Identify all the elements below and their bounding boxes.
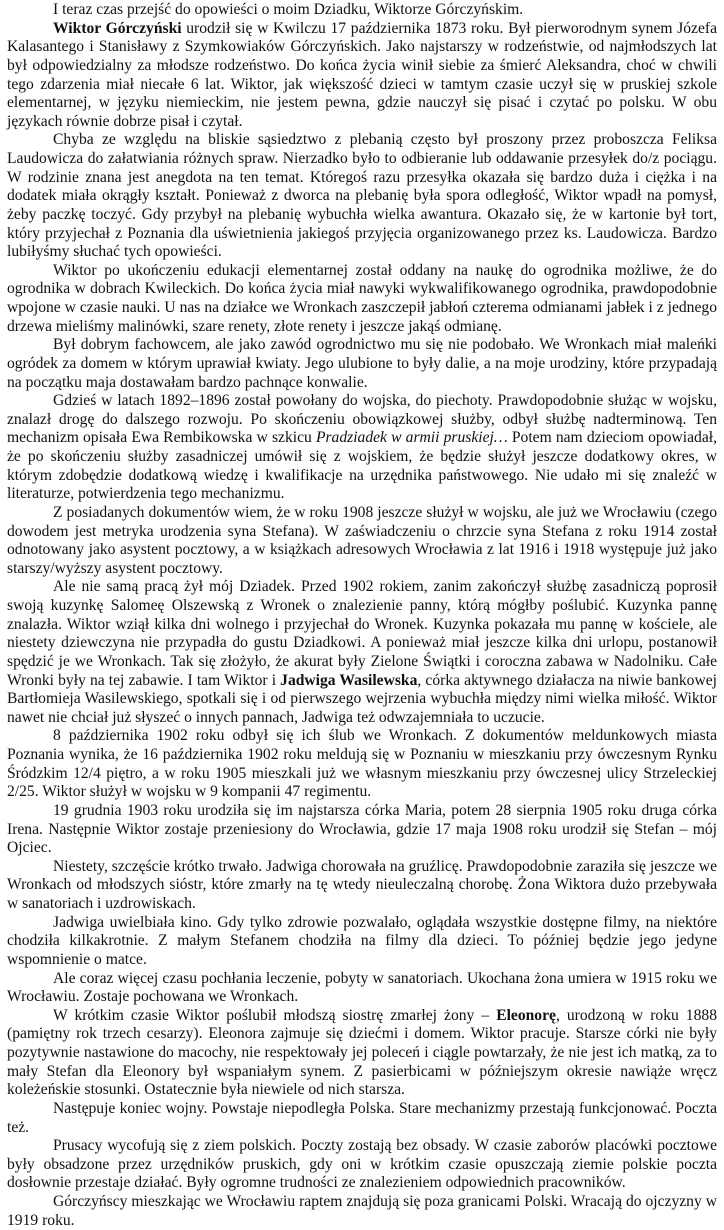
person-name-wiktor: Wiktor Górczyński xyxy=(53,19,182,37)
paragraph-return xyxy=(7,1193,717,1230)
text-segment: Ale coraz więcej czasu pochłania leczenie, pobyty w sanatoriach. Ukochana żona umiera w 1915 roku we Wrocławiu. Zostaje pochowana we Wronkach. xyxy=(7,969,717,1006)
text-segment: W krótkim czasie Wiktor poślubił młodszą siostrę zmarłej żony – xyxy=(53,1006,497,1024)
text-segment: Był dobrym fachowcem, ale jako zawód ogrodnictwo mu się nie podobało. We Wronkach miał maleńki ogródek za domem w którym uprawiał kwiaty. Jego ulubione to były dalie, a na moje urodziny, które przypadają na początku maja dostawałam bardzo pachnące konwalie. xyxy=(7,336,717,391)
text-segment: I teraz czas przejść do opowieści o moim Dziadku, Wiktorze Górczyńskim. xyxy=(53,1,524,18)
paragraph-military xyxy=(7,392,717,504)
paragraph-war-end xyxy=(7,1100,717,1137)
paragraph-cinema xyxy=(7,914,717,970)
text-segment: 19 grudnia 1903 roku urodziła się im najstarsza córka Maria, potem 28 sierpnia 1905 roku druga córka Irena. Następnie Wiktor zostaje przeniesiony do Wrocławia, gdzie 17 maja 1908 roku urodził się Stefan – mój Ojciec. xyxy=(7,801,717,857)
paragraph-gardener xyxy=(7,262,717,337)
text-segment: Wiktor po ukończeniu edukacji elementarnej został oddany na naukę do ogrodnika możliwe, że do ogrodnika w dobrach Kwileckich. Do końca życia miał nawyki wykwalifikowanego ogrodnika, prawdopodobnie wpojone w czasie nauki. U nas na działce we Wronkach zaszczepił jabłoń czterema odmianami jabłek i z jednego drzewa mieliśmy malinówki, szare renety, złote renety i jeszcze jakąś odmianę. xyxy=(7,261,717,335)
text-segment: Niestety, szczęście krótko trwało. Jadwiga chorowała na gruźlicę. Prawdopodobnie zaraziła się jeszcze we Wronkach od młodszych sióstr, które zmarły na tę wtedy nieuleczalną chorobę. Żona Wiktora dużo przebywała w sanatoriach i uzdrowiskach. xyxy=(7,857,717,912)
paragraph-illness xyxy=(7,858,717,914)
text-segment: , córka aktywnego działacza na niwie bankowej Bartłomieja Wasilewskiego, spotkali się i od pierwszego wejrzenia wybuchła między nimi wielka miłość. Wiktor nawet nie chciał już słyszeć o innych pannach, Jadwiga też odwzajemniała to uczucie. xyxy=(7,671,717,726)
text-segment: Górczyńscy mieszkając we Wrocławiu raptem znajdują się poza granicami Polski. Wracają do ojczyzny w 1919 roku. xyxy=(7,1193,717,1229)
text-segment: 8 października 1902 roku odbył się ich ślub we Wronkach. Z dokumentów meldunkowych miasta Poznania wynika, że 16 października 1902 roku meldują się w Poznaniu w mieszkaniu przy ówczesnym Rynku Śródzkim 12/4 piętro, a w roku 1905 mieszkali już we własnym mieszkaniu przy ówczesnej ulicy Strzeleckiej 2/25. Wiktor służył w wojsku w 9 kompanii 47 regimentu. xyxy=(7,727,717,801)
text-segment: urodził się w Kwilczu 17 października 1873 roku. Był pierworodnym synem Józefa Kalasantego i Stanisławy z Szymkowiaków Górczyńskich. Jako najstarszy w rodzeństwie, od najmłodszych lat był odpowiedzialny za młodsze rodzeństwo. Do końca życia winił siebie za śmierć Aleksandra, choć w chwili tego zdarzenia miał niecałe 6 lat. Wiktor, jak większość dzieci w tamtym czasie uczył się w pruskiej szkole elementarnej, w języku niemieckim, nie jestem pewna, gdzie nauczył się pisać i czytać po polsku. W obu językach równie dobrze pisał i czytał. xyxy=(7,19,718,130)
paragraph-second-marriage xyxy=(7,1007,717,1100)
paragraph-intro xyxy=(7,1,717,20)
text-segment: Następuje koniec wojny. Powstaje niepodległa Polska. Stare mechanizmy przestają funkcjonować. Poczta też. xyxy=(7,1099,717,1136)
text-segment: Prusacy wycofują się z ziem polskich. Poczty zostają bez obsady. W czasie zaborów placówki pocztowe były obsadzone przez urzędników pruskich, gdy oni w krótkim czasie opuszczają ziemie polskie poczta dosłownie przestaje działać. Były ogromne trudności ze znalezieniem odpowiednich pracowników. xyxy=(7,1137,717,1192)
paragraph-death xyxy=(7,970,717,1007)
text-segment: Chyba ze względu na bliskie sąsiedztwo z plebanią często był proszony przez proboszcza Feliksa Laudowicza do załatwiania różnych spraw. Nierzadko było to odbieranie lub oddawanie przesyłek do/z pociągu. W rodzinie znana jest anegdota na ten temat. Któregoś razu przesyłka okazała się bardzo duża i ciężka i na dodatek miała okrągły kształt. Ponieważ z dworca na plebanię była spora odległość, Wiktor wpadł na pomysł, żeby paczkę toczyć. Gdy przybył na plebanię wybuchła wielka awantura. Okazało się, że w kartonie był tort, który przyjechał z Poznania dla uświetnienia jakiegoś przyjęcia organizowanego przez ks. Laudowicza. Bardzo lubiłyśmy słuchać tych opowieści. xyxy=(7,131,717,261)
text-segment: Ale nie samą pracą żył mój Dziadek. Przed 1902 rokiem, zanim zakończył służbę zasadniczą poprosił swoją kuzynkę Salomeę Olszewską z Wronek o znalezienie panny, którą mógłby poślubić. Kuzynka pannę znalazła. Wiktor wziął kilka dni wolnego i przyjechał do Wronek. Kuzynka pokazała mu pannę w kościele, ale niestety dziewczyna nie przypadła do gustu Dziadkowi. A ponieważ miał jeszcze kilka dni urlopu, postanowił spędzić je we Wronkach. Tak się złożyło, że akurat były Zielone Świątki i coroczna zabawa w Nadolniku. Całe Wronki były na tej zabawie. I tam Wiktor i xyxy=(7,578,717,689)
person-name-jadwiga: Jadwiga Wasilewska xyxy=(280,671,418,689)
paragraph-anecdote xyxy=(7,131,717,261)
paragraph-wedding xyxy=(7,727,717,802)
text-segment: Z posiadanych dokumentów wiem, że w roku 1908 jeszcze służył w wojsku, ale już we Wrocławiu (czego dowodem jest metryka urodzenia syna Stefana). W zaświadczeniu o chrzcie syna Stefana z roku 1914 został odnotowany jako asystent pocztowy, a w książkach adresowych Wrocławia z lat 1916 i 1918 występuje już jako starszy/wyższy asystent pocztowy. xyxy=(7,503,717,577)
paragraph-post-office xyxy=(7,1137,717,1193)
paragraph-meeting xyxy=(7,578,717,727)
paragraph-children xyxy=(7,802,717,858)
paragraph-flowers xyxy=(7,336,717,392)
person-name-eleonora: Eleonorę xyxy=(496,1006,556,1024)
paragraph-birth xyxy=(7,20,717,132)
text-segment: Jadwiga uwielbiała kino. Gdy tylko zdrowie pozwalało, oglądała wszystkie dostępne filmy, na niektóre chodziła kilkakrotnie. Z małym Stefanem chodziła na filmy dla dzieci. To później będzie jego jedyne wspomnienie o matce. xyxy=(7,913,717,968)
text-segment: Gdzieś w latach 1892–1896 został powołany do wojska, do piechoty. Prawdopodobnie służąc w wojsku, znalazł drogę do dalszego rozwoju. Po skończeniu obowiązkowej służby, odbył służbę nadterminową. Ten mechanizm opisała Ewa Rembikowska w szkicu xyxy=(7,392,717,447)
text-segment: , urodzoną w roku 1888 (pamiętny rok trzech cesarzy). Eleonora zajmuje się dziećmi i domem. Wiktor pracuje. Starsze córki nie były pozytywnie nastawione do macochy, nie respektowały jej poleceń i ciągle powtarzały, że nie jest ich matką, za to mały Stefan dla Eleonory był wspaniałym synem. Z pasierbicami w późniejszym okresie nawiąże wręcz koleżeńskie stosunki. Ostatecznie była niewiele od nich starsza. xyxy=(7,1006,717,1099)
book-title: Pradziadek w armii pruskiej… xyxy=(315,429,508,447)
paragraph-documents xyxy=(7,504,717,579)
text-segment: Potem nam dzieciom opowiadał, że po skończeniu służby zasadniczej umówił się z wojskiem, że będzie służył jeszcze dodatkowy okres, w którym zdobędzie dodatkową wiedzę i kwalifikacje na urzędnika państwowego. Nie udało mi się znaleźć w literaturze, potwierdzenia tego mechanizmu. xyxy=(7,429,717,503)
